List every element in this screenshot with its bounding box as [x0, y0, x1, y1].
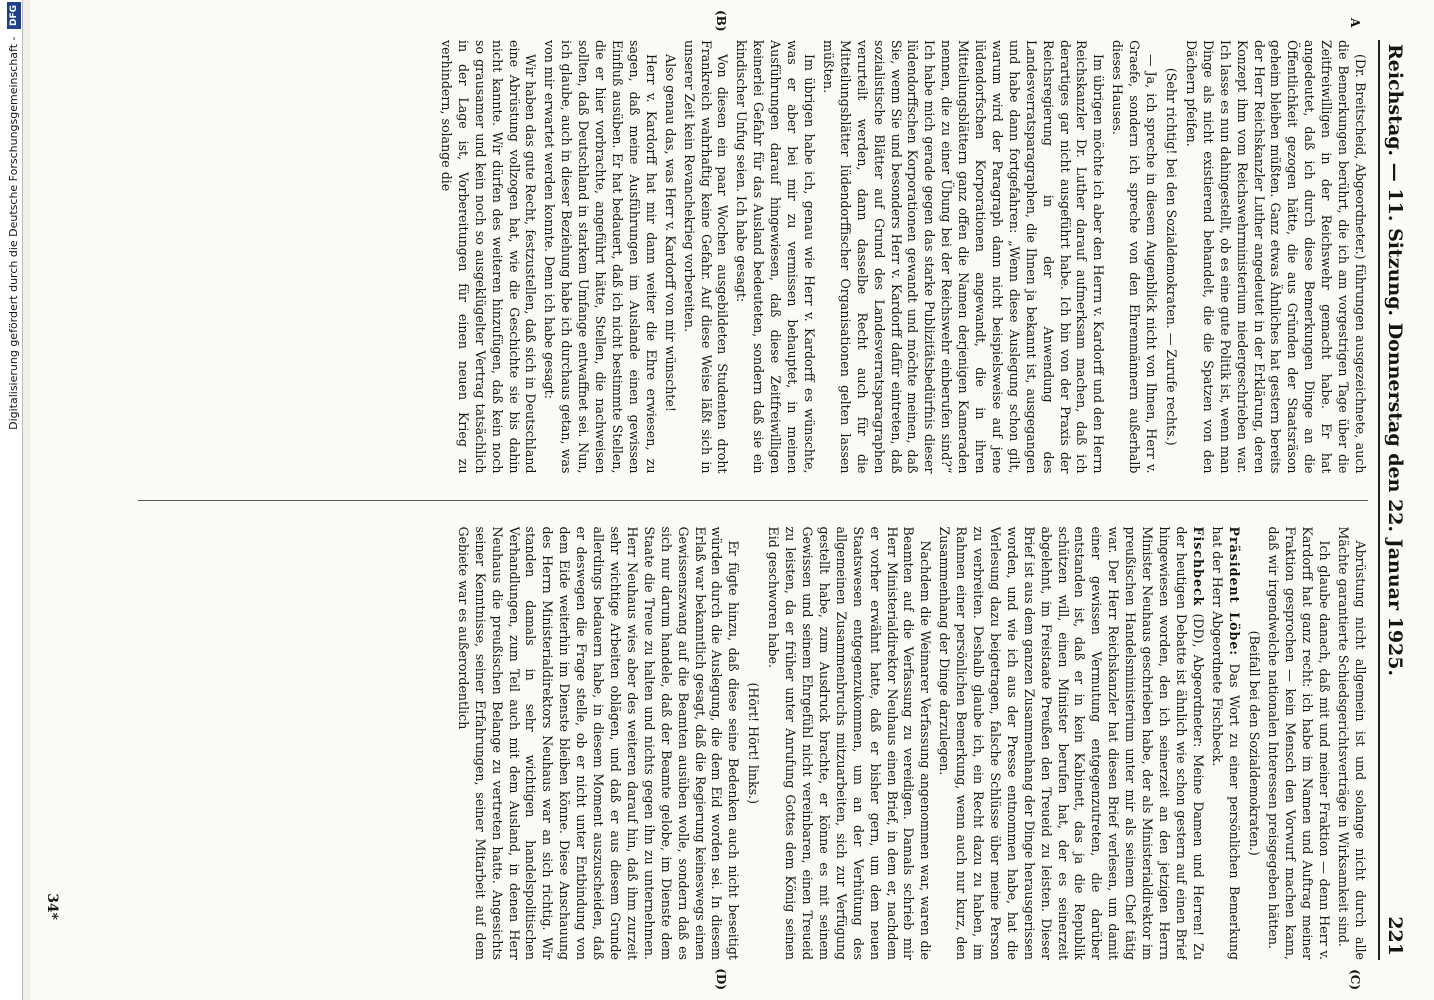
- paragraph-text: Ich glaube danach, daß mit und meiner Fraktion — denn Herr v. Kardorff hat ganz recht: ich habe im Namen und Auftrag meiner Fraktion gesprochen — kein Mensch den Vorwurf machen kann, daß wir irgendwelche nationalen Interessen preisgegeben hätten.: [1266, 526, 1333, 960]
- paragraph: [1162, 40, 1179, 474]
- paragraph: [437, 40, 538, 474]
- document-page: [30, 0, 1434, 1000]
- sidebar: [0, 0, 23, 1000]
- dfg-logo: DFG: [7, 2, 21, 29]
- paragraph: [680, 40, 731, 474]
- running-head: Reichstag. — 11. Sitzung. Donnerstag den 22. Januar 1925.: [1384, 44, 1406, 677]
- paragraph-text: (Beifall bei den Sozialdemokraten.): [1246, 630, 1262, 856]
- paragraph-text: Wir haben das gute Recht, festzustellen, daß sich in Deutschland eine Abrüstung vollzogen hat, wie die Geschichte sie bis dahin nicht kannte. Wir dürfen des weiteren hinzufügen, daß kein noch so grausamer und kein noch so ausgeklügelter Vertrag tatsächlich in der Lage ist, Vorbereitungen für einen neuen Krieg zu verhindern, solange die: [438, 40, 539, 474]
- paragraph-text: Das Wort zu einer persönlichen Bemerkung hat der Herr Abgeordnete Fischbeck.: [1209, 526, 1242, 960]
- paragraph-text: Abrüstung nicht allgemein ist und solange nicht durch alle Mächte garantierte Schiedsgerichtsverträge in Wirksamkeit sind.: [1336, 526, 1368, 960]
- text-columns: [138, 10, 1368, 990]
- paragraph-text: Er fügte hinzu, daß diese seine Bedenken auch nicht beseitigt würden durch die Auslegung, die dem Eid worden sei. In diesem Erlaß war bekanntlich gesagt, daß die Regierung keineswegs einen Gewissenszwang auf die Beamten ausüben wolle, sondern daß es sich nur darum handele, daß der Beamte gelobe, im Dienste dem Staate die Treue zu halten und nichts gegen ihn zu unternehmen. Herr Neuhaus wies aber des weiteren darauf hin, daß ihm zurzeit sehr wichtige Arbeiten oblägen, und daß er aus diesem Grunde allerdings bedauern habe, in diesem Moment auszuscheiden, daß er deswegen die Frage stelle, ob er nicht unter Entbindung von dem Eide weiterhin im Dienste bleiben könne. Diese Anschauung des Herrn Ministerialdirektors Neuhaus war an sich richtig. Wir standen damals in sehr wichtigen handelspolitischen Verhandlungen, zum Teil auch mit dem Ausland, in denen Herr Neuhaus die preußischen Belange zu vertreten hatte. Angesichts seiner Kenntnisse, seiner Erfahrungen, seiner Mitarbeit auf dem Gebiete war es außerordentlich: [455, 526, 742, 960]
- paragraph: [764, 527, 933, 961]
- paragraph: [744, 527, 761, 961]
- paragraph: [541, 40, 659, 474]
- margin-mark-d: (D): [714, 968, 728, 990]
- digitization-text: Digitalisierung gefördert durch die Deutsche Forschungsgemeinschaft -: [7, 36, 20, 430]
- margin-mark-c: (C): [1348, 969, 1362, 990]
- paragraph-text: Also genau das, was Herr v. Kardorff von mir wünschte!: [662, 54, 678, 412]
- paragraph-text: (Sehr richtig! bei den Sozialdemokraten. — Zurufe rechts.): [1164, 67, 1180, 446]
- paragraph-text: (Hört! Hört! links.): [746, 682, 762, 804]
- paragraph-text: Nachdem die Weimarer Verfassung angenommen war, waren die Beamten auf die Verfassung zu vereidigen. Damals schrieb mir Herr Ministerialdirektor Neuhaus einen Brief, in dem er, nachdem er vorher erwähnt hatte, daß er bisher gern, um dem neuen Staatswesen entgegenzukommen, um an der Verhütung des allgemeinen Zusammenbruchs mitzuarbeiten, sich zur Verfügung gestellt habe, zum Ausdruck brachte, er könne es mit seinem Gewissen und seinem Ehrgefühl nicht vereinbaren, einen Treueid zu leisten, da er früher unter Anrufung Gottes dem König seinen Eid geschworen habe.: [766, 526, 934, 960]
- signature-mark: 34*: [44, 893, 60, 920]
- paragraph-text: Im übrigen möchte ich aber den Herrn v. Kardorff und den Herrn Reichskanzler Dr. Luther darauf aufmerksam machen, daß ich derartiges gar nicht ausgeführt habe. Ich bin von der Praxis der Reichsregierung in der Anwendung des Landesverratsparagraphen, die Ihnen ja bekannt ist, ausgegangen und habe dann fortgefahren: „Wenn diese Auslegung schon gilt, warum wird der Paragraph dann nicht beispielsweise auf jene lüdendorfschen Korporationen angewandt, die in ihren Mitteilungsblättern ganz offen die Namen derjenigen Kameraden nennen, die zu einer Übung bei der Reichswehr einberufen sind?“ Ich habe mich gerade gegen das starke Publizitätsbedürfnis dieser lüdendorffschen Korporationen gewandt und möchte meinen, daß Sie, wenn Sie und besonders Herr v. Kardorff dafür eintreten, daß sozialistische Blätter auf Grund des Landesverratsparagraphen verurteilt werden, dann dasselbe Recht auch für die Mitteilungsblätter lüdendorffischer Organisationen gelten lassen müßten.: [820, 40, 1107, 474]
- right-column: [138, 527, 1368, 961]
- page-number: 221: [1384, 916, 1406, 956]
- left-column: [138, 40, 1368, 474]
- paragraph-text: Von diesen ein paar Wochen ausgebildeten Studenten droht Frankreich wahrhaftig keine Gefahr. Auf diese Weise läßt sich in unserer Zeit kein Revanchekrieg vorbereiten.: [681, 40, 731, 474]
- paragraph: [1245, 527, 1262, 961]
- speaker-name: Präsident Löbe:: [1226, 526, 1242, 657]
- paragraph-text: Im übrigen habe ich, genau wie Herr v. Kardorff es wünschte, was er aber bei mir zu vermissen behauptet, in meinen Ausführungen darauf hingewiesen, daß diese Zeitfreiwilligen keinerlei Gefahr für das Ausland bedeuteten, sondern daß sie ein kindischer Unfug seien. Ich habe gesagt:: [734, 40, 817, 474]
- paragraph: [1265, 527, 1333, 961]
- paragraph-text: — Ja, ich spreche in diesem Augenblick nicht von Ihnen, Herr v. Graefe, sondern ich spreche von den Ehrenmännern außerhalb dieses Hauses.: [1110, 40, 1160, 474]
- page-header: [1378, 40, 1406, 960]
- paragraph: [661, 40, 678, 474]
- margin-mark-a: A: [1348, 18, 1362, 28]
- speaker-name: Fischbeck: [1190, 526, 1206, 607]
- paragraph: [1334, 527, 1368, 961]
- paragraph: [454, 527, 741, 961]
- margin-mark-b: (B): [714, 10, 728, 32]
- paragraph: [1108, 40, 1159, 474]
- digitization-note: [3, 0, 25, 996]
- column-divider: [138, 500, 1368, 501]
- paragraph: [1208, 527, 1242, 961]
- paragraph: [1182, 40, 1368, 474]
- paragraph: [819, 40, 1106, 474]
- paragraph: [935, 527, 1206, 961]
- paragraph: [732, 40, 817, 474]
- paragraph-text: (Dr. Breitscheid, Abgeordneter.) führungen ausgezeichnete, auch die Bemerkungen berührt, die ich am vorgestrigen Tage über die Zeitfreiwilligen in der Reichswehr gemacht habe. Er hat angedeutet, daß ich durch diese Bemerkungen Dinge an die Öffentlichkeit gezogen hätte, die aus Gründen der Staatsräson geheim bleiben müßten. Ganz etwas Ähnliches hat gestern bereits der Herr Reichskanzler Luther angedeutet in der Erklärung, deren Konzept ihm vom Reichswehrministerium niedergeschrieben war. Ich lasse es nun dahingestellt, ob es eine gute Politik ist, wenn man Dinge als nicht existierend behandelt, die die Spatzen von den Dächern pfeifen.: [1183, 40, 1368, 474]
- scanned-page: [30, 0, 1434, 1000]
- paragraph-text: (DD), Abgeordneter: Meine Damen und Herren! Zu der heutigen Debatte ist ähnlich wie schon gestern auf einen Brief hingewiesen worden, den ich seinerzeit an den jetzigen Herrn Minister Neuhaus geschrieben habe, der als Ministerialdirektor im preußischen Handelsministerium unter mir als seinem Chef tätig war. Der Herr Reichskanzler hat diesen Brief verlesen, um damit einer gewissen Vermutung entgegenzutreten, die darüber entstanden ist, daß er in kein Kabinett, das ja die Republik schützen will, einen Minister berufen hat, der es seinerzeit abgelehnt, im Freistaate Preußen den Treueid zu leisten. Dieser Brief ist aus dem ganzen Zusammenhang der Dinge herausgerissen worden, und wie ich aus der Presse entnommen habe, hat die Verlesung dazu beigetragen, falsche Schlüsse über meine Person zu verbreiten. Deshalb glaube ich, ein Recht dazu zu haben, im Rahmen einer persönlichen Bemerkung, wenn auch nur kurz, den Zusammenhang der Dinge darzulegen.: [937, 526, 1206, 960]
- paragraph-text: Herr v. Kardorff hat mir dann weiter die Ehre erwiesen, zu sagen, daß meine Ausführungen im Auslande einen gewissen Einfluß ausüben. Er hat bedauert, daß ich nicht bestimmte Stellen, die er hier vorbrachte, angeführt hätte, Stellen, die nachweisen sollten, daß Deutschland in starkem Umfange entwaffnet sei. Nun, ich glaube, auch in dieser Beziehung habe ich durchaus getan, was von mir erwartet werden konnte. Denn ich habe gesagt:: [542, 40, 659, 474]
